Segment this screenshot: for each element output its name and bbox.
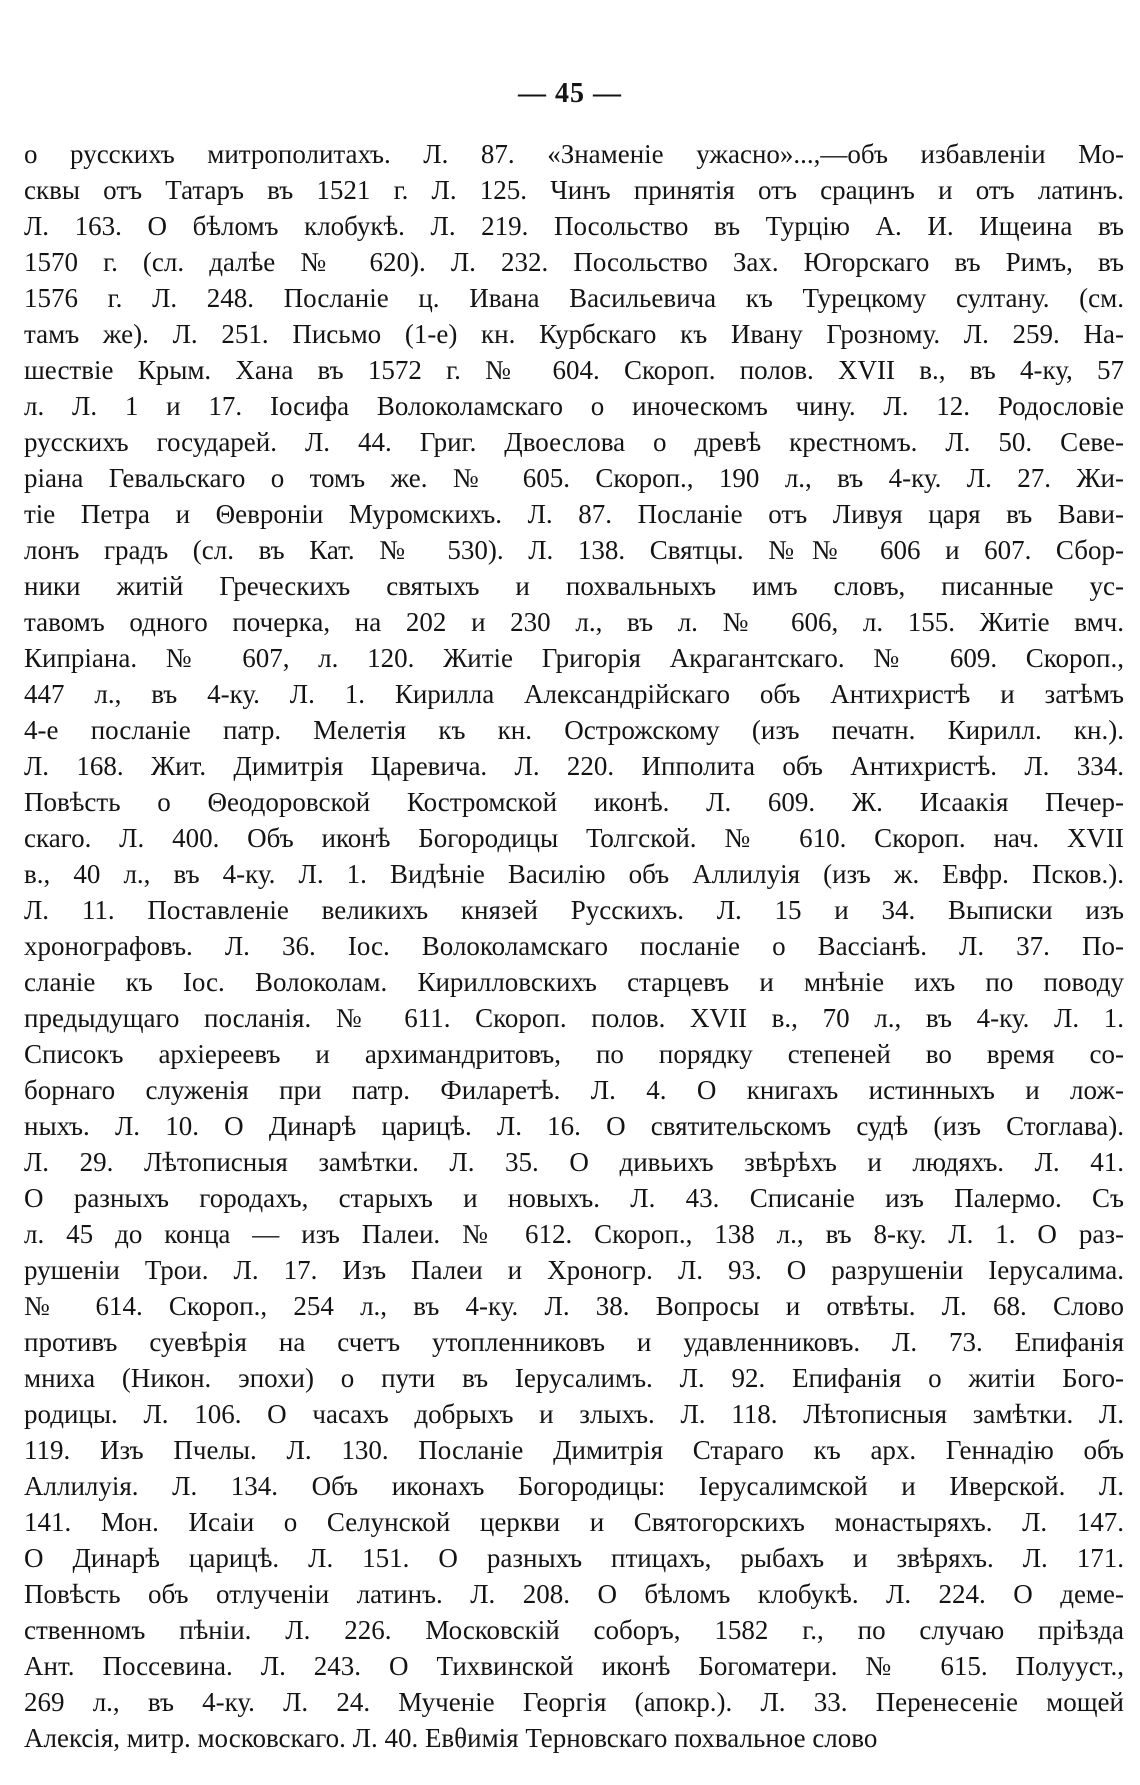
text-line: хронографовъ. Л. 36. Іос. Волоколамскаго посланіе о Вассіанѣ. Л. 37. По- xyxy=(24,931,1124,961)
text-line: ники житій Греческихъ святыхъ и похвальныхъ имъ словъ, писанные ус- xyxy=(24,571,1124,601)
text-line: Л. 163. О бѣломъ клобукѣ. Л. 219. Посольство въ Турцію А. И. Ищеина въ xyxy=(24,211,1124,241)
text-line: рушеніи Трои. Л. 17. Изъ Палеи и Хроногр. Л. 93. О разрушеніи Іерусалима. xyxy=(24,1255,1124,1285)
text-line: л. Л. 1 и 17. Іосифа Волоколамскаго о иноческомъ чину. Л. 12. Родословіе xyxy=(24,391,1124,421)
text-line: мниха (Никон. эпохи) о пути въ Іерусалимъ. Л. 92. Епифанія о житіи Бого- xyxy=(24,1363,1124,1393)
text-line: в., 40 л., въ 4-ку. Л. 1. Видѣніе Василію объ Аллилуія (изъ ж. Евфр. Псков.). xyxy=(24,859,1124,889)
text-line: Аллилуія. Л. 134. Объ иконахъ Богородицы: Іерусалимской и Иверской. Л. xyxy=(24,1471,1124,1501)
text-line: шествіе Крым. Хана въ 1572 г. № 604. Скороп. полов. XVII в., въ 4-ку, 57 xyxy=(24,355,1124,385)
text-line: 141. Мон. Исаіи о Селунской церкви и Святогорскихъ монастыряхъ. Л. 147. xyxy=(24,1507,1124,1537)
text-line: сквы отъ Татаръ въ 1521 г. Л. 125. Чинъ принятія отъ срацинъ и отъ латинъ. xyxy=(24,175,1124,205)
text-line: борнаго служенія при патр. Филаретѣ. Л. 4. О книгахъ истинныхъ и лож- xyxy=(24,1075,1124,1105)
text-line: 1570 г. (сл. далѣе № 620). Л. 232. Посольство Зах. Югорскаго въ Римъ, въ xyxy=(24,247,1124,277)
text-line: Алексія, митр. московскаго. Л. 40. Евθимія Терновскаго похвальное слово xyxy=(24,1723,878,1753)
text-line: ственномъ пѣніи. Л. 226. Московскій соборъ, 1582 г., по случаю пріѣзда xyxy=(24,1615,1124,1645)
text-line: скаго. Л. 400. Объ иконѣ Богородицы Толгской. № 610. Скороп. нач. XVII xyxy=(24,823,1124,853)
text-line: о русскихъ митрополитахъ. Л. 87. «Знаменіе ужасно»...,—объ избавленіи Мо- xyxy=(24,139,1124,169)
text-line: русскихъ государей. Л. 44. Григ. Двоеслова о древѣ крестномъ. Л. 50. Севе- xyxy=(24,427,1124,457)
text-line: Л. 11. Поставленіе великихъ князей Русскихъ. Л. 15 и 34. Выписки изъ xyxy=(24,895,1124,925)
text-line: ріана Гевальскаго о томъ же. № 605. Скороп., 190 л., въ 4-ку. Л. 27. Жи- xyxy=(24,463,1124,493)
page-number: — 45 — xyxy=(518,78,622,109)
text-line: 269 л., въ 4-ку. Л. 24. Мученіе Георгія (апокр.). Л. 33. Перенесеніе мощей xyxy=(24,1687,1124,1717)
text-line: № 614. Скороп., 254 л., въ 4-ку. Л. 38. Вопросы и отвѣты. Л. 68. Слово xyxy=(24,1291,1124,1321)
text-line: тамъ же). Л. 251. Письмо (1-е) кн. Курбскаго къ Ивану Грозному. Л. 259. На- xyxy=(24,319,1124,349)
text-line: л. 45 до конца — изъ Палеи. № 612. Скороп., 138 л., въ 8-ку. Л. 1. О раз- xyxy=(24,1219,1124,1249)
text-line: противъ суевѣрія на счетъ утопленниковъ и удавленниковъ. Л. 73. Епифанія xyxy=(24,1327,1124,1357)
text-line: 447 л., въ 4-ку. Л. 1. Кирилла Александрійскаго объ Антихристѣ и затѣмъ xyxy=(24,679,1124,709)
text-body xyxy=(24,136,1124,1756)
text-line: Ант. Поссевина. Л. 243. О Тихвинской иконѣ Богоматери. № 615. Полууст., xyxy=(24,1651,1124,1681)
text-line: предыдущаго посланія. № 611. Скороп. полов. XVII в., 70 л., въ 4-ку. Л. 1. xyxy=(24,1003,1124,1033)
text-line: тавомъ одного почерка, на 202 и 230 л., въ л. № 606, л. 155. Житіе вмч. xyxy=(24,607,1124,637)
text-line: 4-е посланіе патр. Мелетія къ кн. Острожскому (изъ печатн. Кирилл. кн.). xyxy=(24,715,1124,745)
text-line: Кипріана. № 607, л. 120. Житіе Григорія Акрагантскаго. № 609. Скороп., xyxy=(24,643,1124,673)
text-line: тіе Петра и Θевроніи Муромскихъ. Л. 87. Посланіе отъ Ливуя царя въ Вави- xyxy=(24,499,1124,529)
text-line: 1576 г. Л. 248. Посланіе ц. Ивана Васильевича къ Турецкому султану. (см. xyxy=(24,283,1124,313)
text-line: О разныхъ городахъ, старыхъ и новыхъ. Л. 43. Списаніе изъ Палермо. Съ xyxy=(24,1183,1124,1213)
text-line: Л. 168. Жит. Димитрія Царевича. Л. 220. Ипполита объ Антихристѣ. Л. 334. xyxy=(24,751,1124,781)
text-line: Л. 29. Лѣтописныя замѣтки. Л. 35. О дивьихъ звѣрѣхъ и людяхъ. Л. 41. xyxy=(24,1147,1124,1177)
text-line: сланіе къ Іос. Волоколам. Кирилловскихъ старцевъ и мнѣніе ихъ по поводу xyxy=(24,967,1124,997)
text-line: О Динарѣ царицѣ. Л. 151. О разныхъ птицахъ, рыбахъ и звѣряхъ. Л. 171. xyxy=(24,1543,1124,1573)
text-line: Списокъ архіереевъ и архимандритовъ, по порядку степеней во время со- xyxy=(24,1039,1124,1069)
text-line: ныхъ. Л. 10. О Динарѣ царицѣ. Л. 16. О святительскомъ судѣ (изъ Стоглава). xyxy=(24,1111,1124,1141)
text-line: Повѣсть о Θеодоровской Костромской иконѣ. Л. 609. Ж. Исаакія Печер- xyxy=(24,787,1124,817)
text-line: Повѣсть объ отлученіи латинъ. Л. 208. О бѣломъ клобукѣ. Л. 224. О деме- xyxy=(24,1579,1124,1609)
text-line: родицы. Л. 106. О часахъ добрыхъ и злыхъ. Л. 118. Лѣтописныя замѣтки. Л. xyxy=(24,1399,1124,1429)
text-line: лонъ градъ (сл. въ Кат. № 530). Л. 138. Святцы. №№ 606 и 607. Сбор- xyxy=(24,535,1124,565)
text-line: 119. Изъ Пчелы. Л. 130. Посланіе Димитрія Стараго къ арх. Геннадію объ xyxy=(24,1435,1124,1465)
